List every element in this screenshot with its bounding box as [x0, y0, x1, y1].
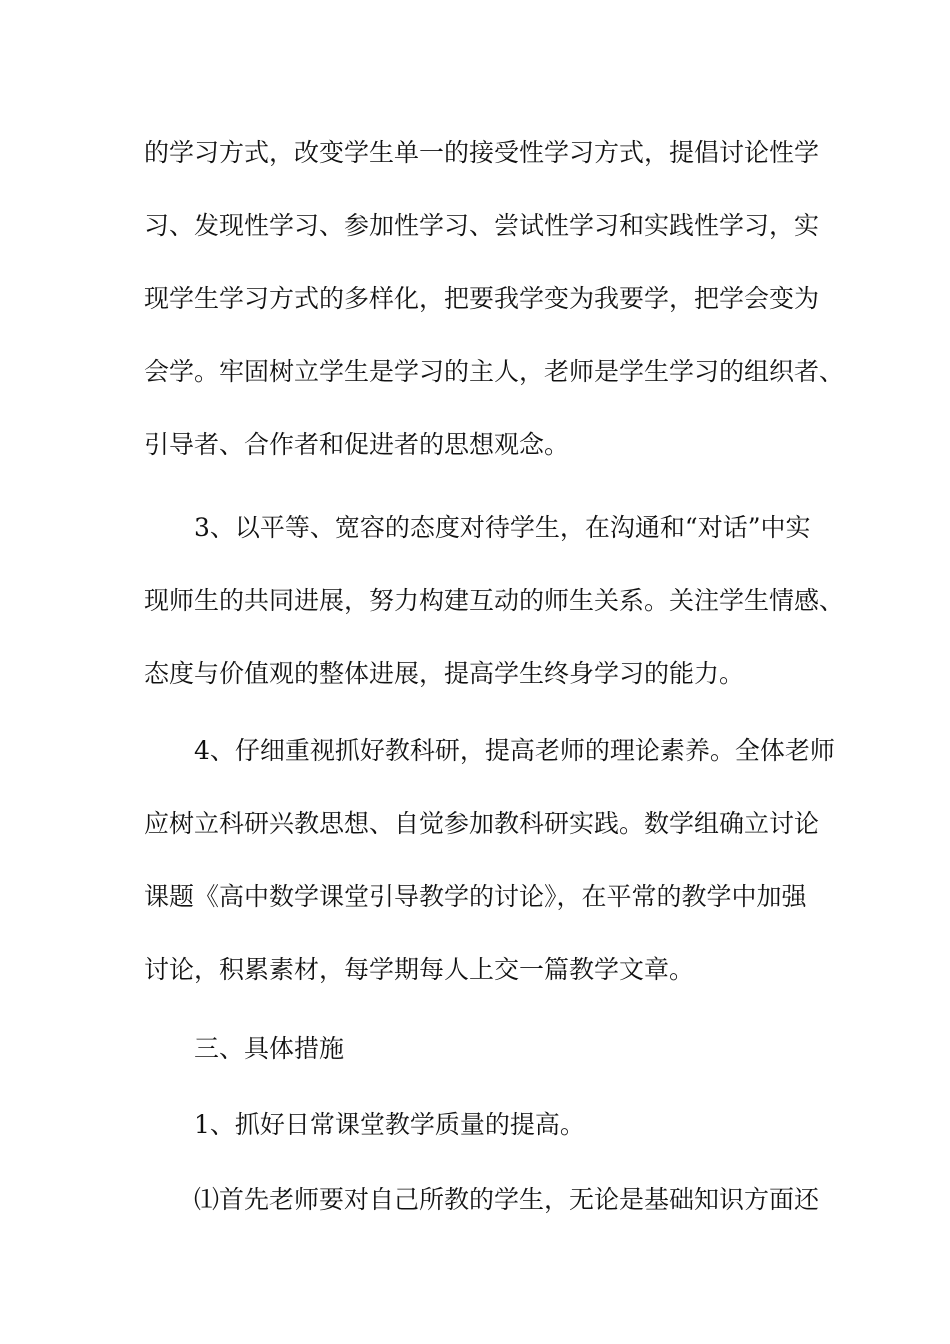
text-line: 现学生学习方式的多样化，把要我学变为我要学，把学会变为 — [144, 284, 820, 313]
text-line: 会学。牢固树立学生是学习的主人，老师是学生学习的组织者、 — [144, 357, 845, 386]
section-heading: 三、具体措施 — [194, 1034, 345, 1063]
text-line: 现师生的共同进展，努力构建互动的师生关系。关注学生情感、 — [144, 586, 845, 615]
paragraph-3-start: 3、以平等、宽容的态度对待学生，在沟通和“对话”中实 — [194, 513, 811, 542]
measure-item-1: 1、抓好日常课堂教学质量的提高。 — [194, 1110, 585, 1139]
text-line: 引导者、合作者和促进者的思想观念。 — [144, 430, 570, 459]
sub-item-1: ⑴首先老师要对自己所教的学生，无论是基础知识方面还 — [194, 1185, 820, 1214]
paragraph-4-start: 4、仔细重视抓好教科研，提高老师的理论素养。全体老师 — [194, 736, 835, 765]
text-line: 课题《高中数学课堂引导教学的讨论》，在平常的教学中加强 — [144, 882, 807, 911]
text-line: 的学习方式，改变学生单一的接受性学习方式，提倡讨论性学 — [144, 138, 820, 167]
text-line: 讨论，积累素材，每学期每人上交一篇教学文章。 — [144, 955, 695, 984]
text-line: 应树立科研兴教思想、自觉参加教科研实践。数学组确立讨论 — [144, 809, 820, 838]
text-line: 习、发现性学习、参加性学习、尝试性学习和实践性学习，实 — [144, 211, 820, 240]
text-line: 态度与价值观的整体进展，提高学生终身学习的能力。 — [144, 659, 745, 688]
